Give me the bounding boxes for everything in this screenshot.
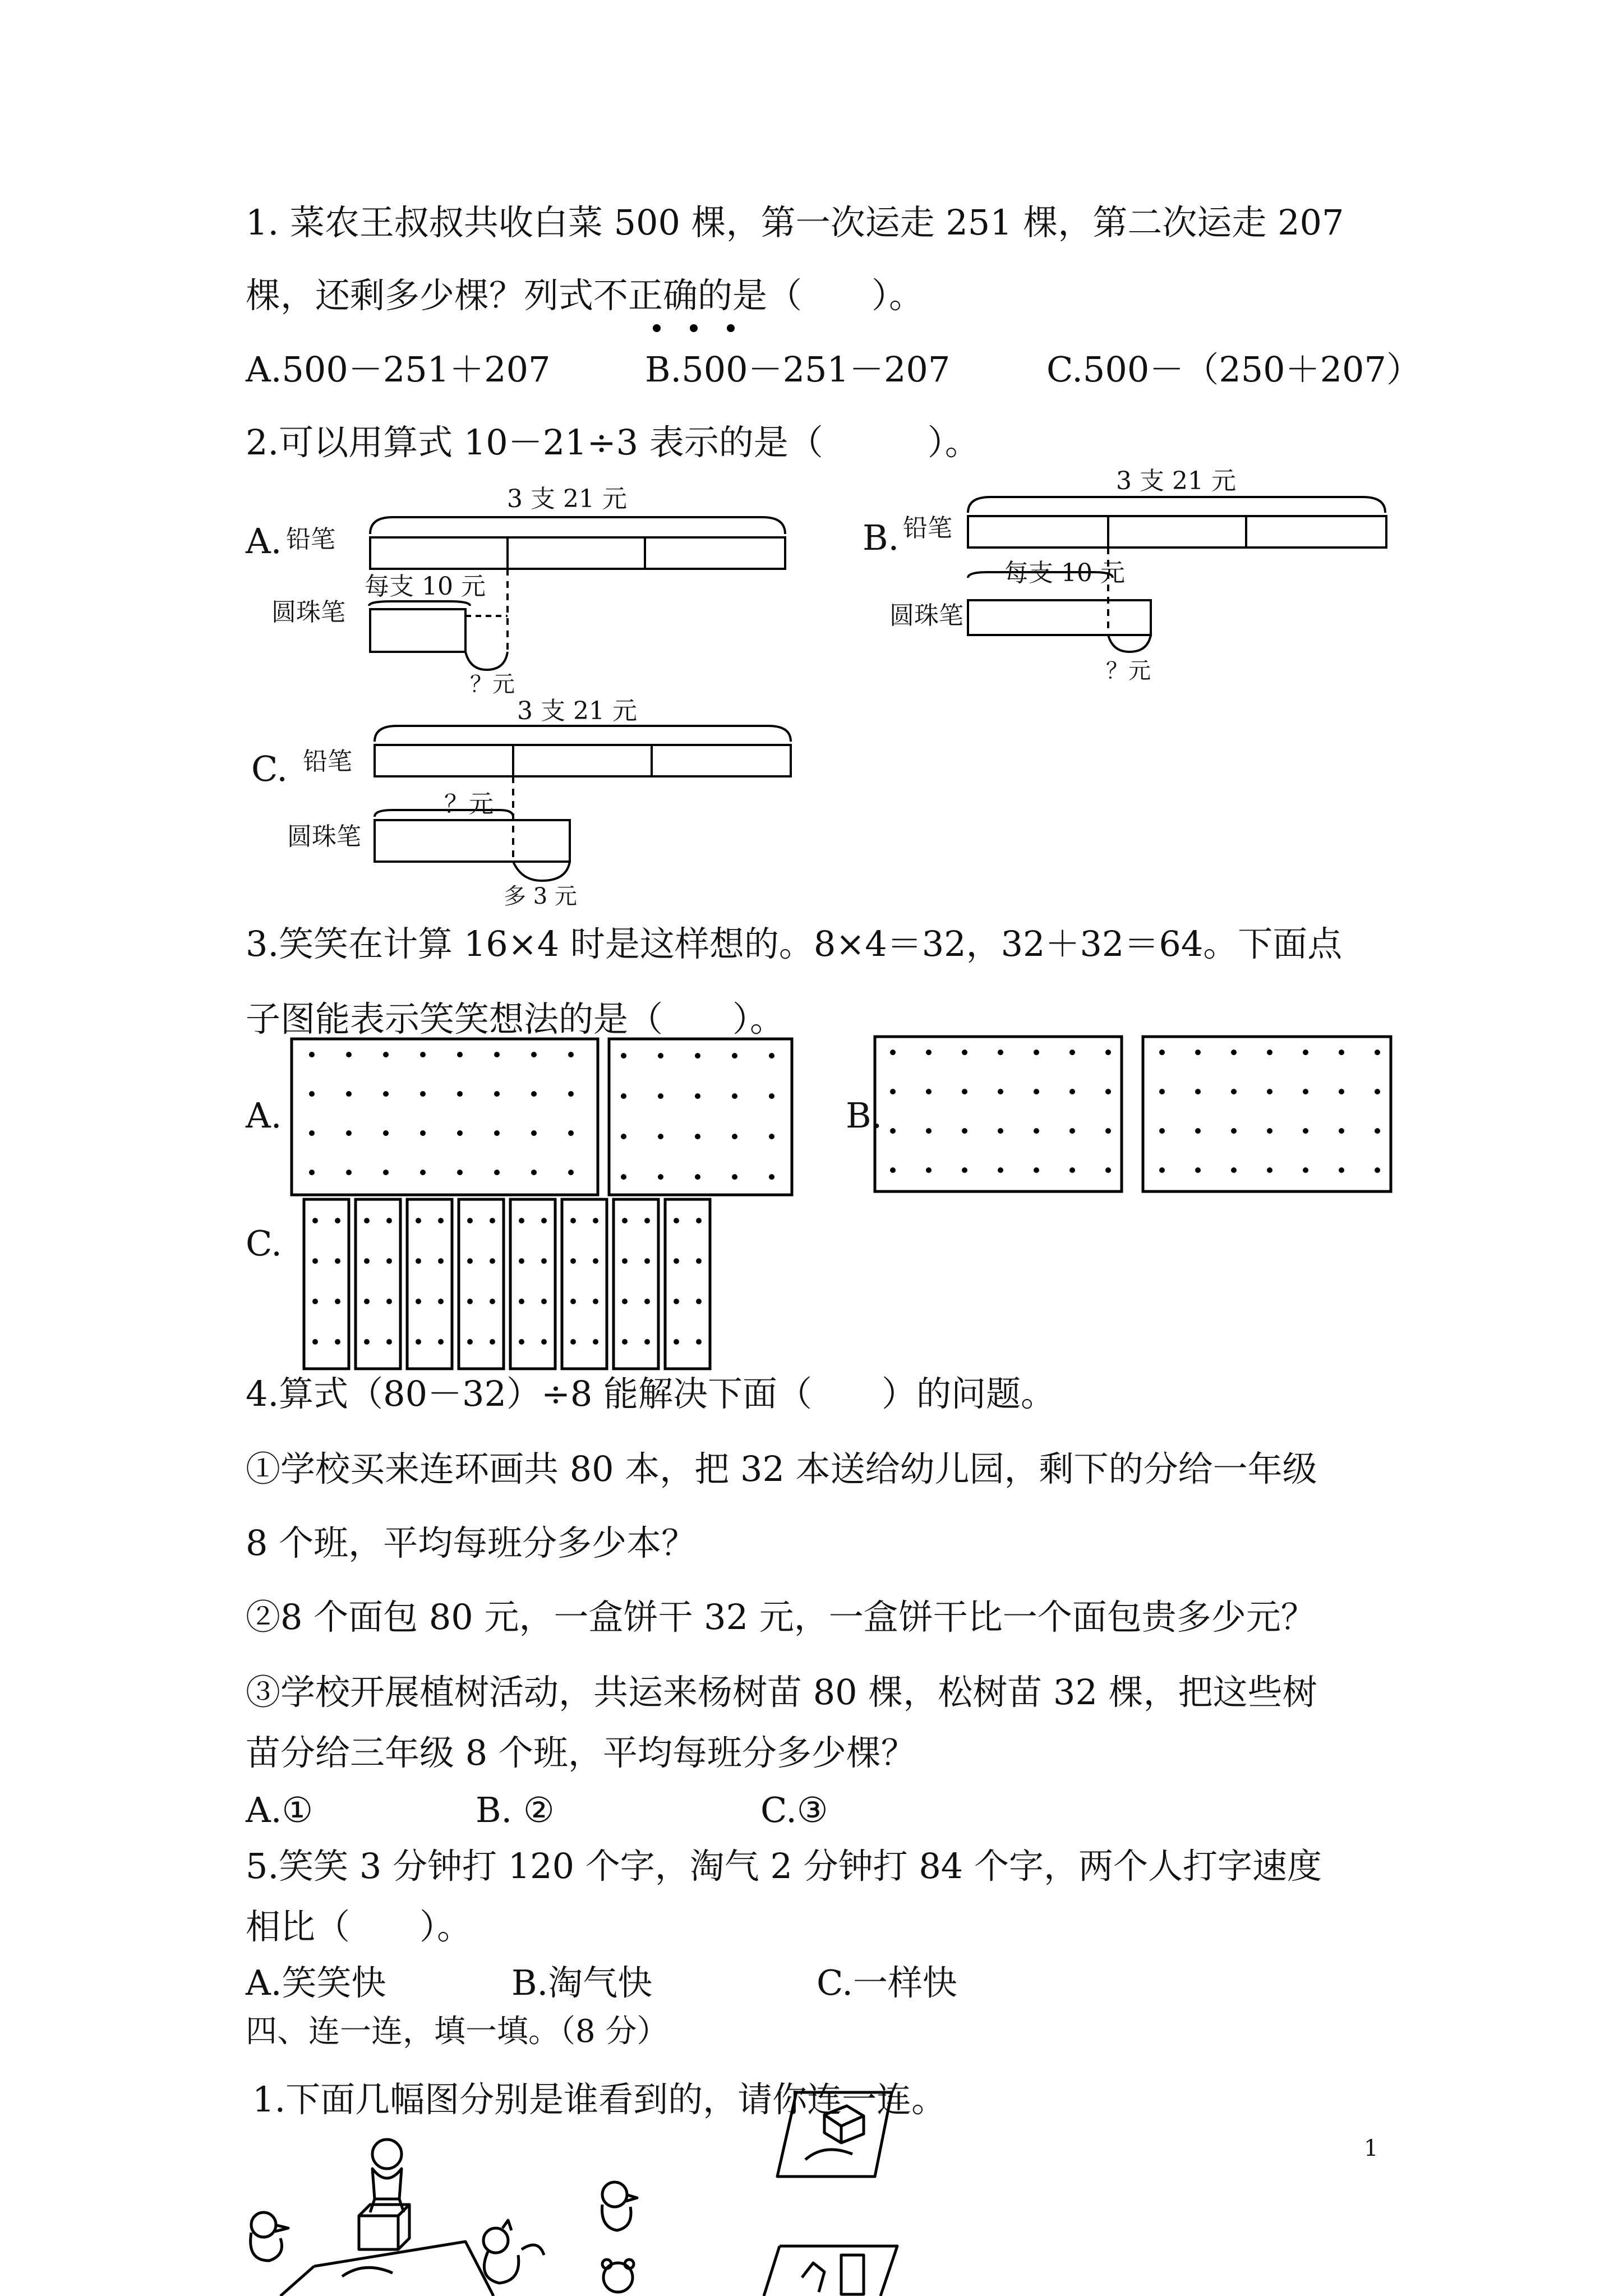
q3-line2: 子图能表示笑笑想法的是（ ）。 <box>246 999 785 1039</box>
diagram-a-pencil-label: 铅笔 <box>286 525 335 554</box>
duck-middle-illustration <box>602 2182 637 2230</box>
section-4-question-1: 1.下面几幅图分别是谁看到的，请你连一连。 <box>252 2079 947 2120</box>
diagram-c-total-label: 3 支 21 元 <box>517 697 637 725</box>
page-number: 1 <box>1364 2136 1378 2161</box>
q1-option-a: A.500－251＋207 <box>246 349 551 390</box>
q2-option-a-letter: A. <box>246 521 282 562</box>
diagram-c-pen-label: 圆珠笔 <box>287 822 361 851</box>
q3-option-a-letter: A. <box>246 1095 282 1136</box>
q1-option-c: C.500－（250＋207） <box>1046 349 1421 390</box>
diagram-b-question-label: ？元 <box>1106 658 1151 684</box>
q5-option-a: A.笑笑快 <box>246 1962 386 2003</box>
q1-line1: 1. 菜农王叔叔共收白菜 500 棵，第一次运走 251 棵，第二次运走 207 <box>246 202 1344 243</box>
q5-option-c: C.一样快 <box>817 1962 957 2003</box>
q4-item1-line1: ①学校买来连环画共 80 本，把 32 本送给幼儿园，剩下的分给一年级 <box>246 1448 1317 1489</box>
q1-option-b: B.500－251－207 <box>645 349 951 390</box>
q4-item1-line2: 8 个班，平均每班分多少本？ <box>246 1522 697 1563</box>
q4-item3-line1: ③学校开展植树活动，共运来杨树苗 80 棵，松树苗 32 棵，把这些树 <box>246 1672 1317 1713</box>
diagram-a-each-label: 每支 10 元 <box>365 572 486 601</box>
rooster-right-illustration <box>483 2220 544 2283</box>
q5-option-b: B.淘气快 <box>511 1962 653 2003</box>
bear-middle-illustration <box>602 2260 634 2292</box>
duck-left-illustration <box>251 2212 288 2261</box>
q4-option-b: B. ② <box>476 1789 555 1830</box>
diagram-b-total-label: 3 支 21 元 <box>1116 467 1236 495</box>
q3-option-c-letter: C. <box>246 1223 282 1264</box>
table-scene-illustration <box>280 2205 494 2296</box>
child-top-illustration <box>370 2139 404 2212</box>
q2-option-b-letter: B. <box>863 517 900 558</box>
q5-line1: 5.笑笑 3 分钟打 120 个字，淘气 2 分钟打 84 个字，两个人打字速度 <box>246 1846 1322 1887</box>
q4-item2: ②8 个面包 80 元，一盒饼干 32 元，一盒饼干比一个面包贵多少元？ <box>246 1596 1316 1637</box>
q2-stem: 2.可以用算式 10－21÷3 表示的是（ ）。 <box>246 422 980 463</box>
view-card-bottom-illustration <box>764 2246 897 2296</box>
view-card-top-illustration <box>777 2092 892 2177</box>
diagram-b-each-label: 每支 10 元 <box>1004 559 1125 587</box>
q3-line1: 3.笑笑在计算 16×4 时是这样想的。8×4＝32，32＋32＝64。下面点 <box>246 923 1343 964</box>
q2-option-c-letter: C. <box>251 748 288 789</box>
q5-line2: 相比（ ）。 <box>246 1906 472 1947</box>
diagram-b-pencil-label: 铅笔 <box>903 514 952 542</box>
q4-option-a: A.① <box>246 1789 313 1830</box>
diagram-c-question-label: ？元 <box>444 790 494 818</box>
q1-line2: 棵，还剩多少棵？列式不正确的是（ ）。 <box>246 275 924 316</box>
q4-item3-line2: 苗分给三年级 8 个班，平均每班分多少棵？ <box>246 1732 916 1773</box>
diagram-c-more-label: 多 3 元 <box>504 884 577 909</box>
diagram-b-pen-label: 圆珠笔 <box>889 601 963 630</box>
section-4-heading: 四、连一连，填一填。（8 分） <box>246 2013 668 2050</box>
diagram-a-total-label: 3 支 21 元 <box>507 485 627 513</box>
q3-option-b-letter: B. <box>846 1095 883 1136</box>
diagram-c-pencil-label: 铅笔 <box>303 747 352 776</box>
diagram-a-pen-label: 圆珠笔 <box>271 598 345 627</box>
q4-option-c: C.③ <box>760 1789 828 1830</box>
diagram-a-question-label: ？元 <box>470 671 515 697</box>
q4-stem: 4.算式（80－32）÷8 能解决下面（ ）的问题。 <box>246 1373 1056 1414</box>
